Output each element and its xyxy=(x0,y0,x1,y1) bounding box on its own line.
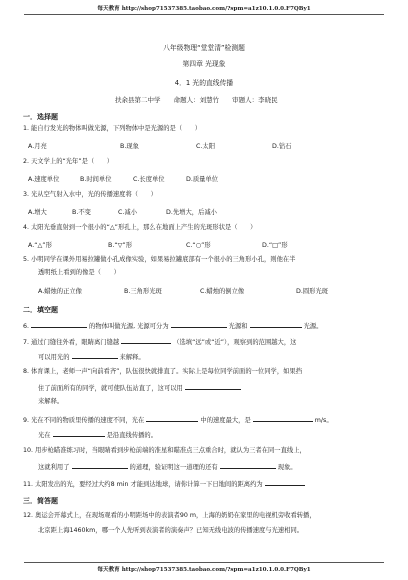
q3-option-b: B.不变 xyxy=(72,209,91,216)
q2-option-b: B.时间单位 xyxy=(80,176,112,183)
author-line xyxy=(115,95,288,104)
question-6: 6. 的物体叫做光源, 光源可分为 光源和 光源。 xyxy=(23,323,323,330)
blank[interactable] xyxy=(31,321,87,328)
header-rule xyxy=(24,14,384,15)
lesson-title: 4．1 光的直线传播 xyxy=(174,79,234,87)
question-5-line-1: 5. 小明同学在课外用易拉罐做小孔成像实验，如果易拉罐底部有一个很小的三角形小孔，则他在半 xyxy=(23,256,296,263)
q4-option-c: C.“○”形 xyxy=(186,242,211,249)
blank[interactable] xyxy=(185,383,241,390)
question-8-line-3: 来解释。 xyxy=(38,398,64,405)
q5-option-b: B.三角形光斑 xyxy=(124,288,162,295)
q1-option-b: B.现象 xyxy=(120,143,139,150)
question-9-line-1: 9. 光在不同的物质里传播的速度不同，光在 中的速度最大，是 m/s。 xyxy=(23,417,333,424)
q2-option-c: C.长度单位 xyxy=(133,176,165,183)
blank[interactable] xyxy=(53,430,105,437)
page-footer: 每天教育 http://shop71537385.taobao.com/?spm=a1z10.1.0.0.F7QBy1 xyxy=(97,567,311,573)
q2-option-a: A.速度单位 xyxy=(28,176,60,183)
q5-option-a: A.蜡烛的正立像 xyxy=(38,288,82,295)
question-10-line-2: 这就利用了 的道理，验证明这一道理的还有 现象。 xyxy=(38,464,297,471)
writer-name: 命题人：刘慧竹 xyxy=(173,96,220,104)
blank[interactable] xyxy=(265,479,305,486)
q4-option-d: D.“□”形 xyxy=(262,242,288,249)
question-8-line-2: 住了前面所有的同学，就可使队伍站直了，这可以用 xyxy=(38,383,241,393)
q1-option-c: C.太阳 xyxy=(196,143,215,150)
question-12-line-2: 北京距上海1460km，哪一个人先听到表演者的演奏声？已知无线电波的传播速度与光速相同。 xyxy=(38,527,304,534)
question-11: 11. 太阳发出的光，要经过大约8 min 才能到达地球，请你计算一下日地间的距离约为 xyxy=(23,479,305,489)
q3-option-a: A.增大 xyxy=(28,209,47,216)
q5-option-d: D.圆形光斑 xyxy=(296,288,329,295)
question-9-line-2: 光在 是沿直线传播的。 xyxy=(38,432,157,439)
q5-option-c: C.蜡烛的倒立像 xyxy=(200,288,245,295)
school-name: 扶余县第二中学 xyxy=(115,96,161,104)
blank[interactable] xyxy=(121,337,171,344)
question-5-line-2: 透明纸上看到的像是（ ） xyxy=(38,269,120,276)
question-2: 2. 天文学上的“光年”是（ ） xyxy=(23,158,114,165)
q1-option-d: D.钻石 xyxy=(272,143,292,150)
reviewer-name: 审题人：李晓民 xyxy=(232,96,278,104)
question-4: 4. 太阳光垂直射到一个很小的“△”形孔上，那么在地面上产生的光斑形状是（ ） xyxy=(23,224,257,231)
q4-option-a: A.“△”形 xyxy=(28,242,52,249)
blank[interactable] xyxy=(72,352,118,359)
blank[interactable] xyxy=(253,415,313,422)
q1-option-a: A.月亮 xyxy=(28,143,47,150)
question-8-line-1: 8. 体育课上，老师一声“向前看齐”，队伍很快就排直了。实际上是每位同学前面的一位同学，如果挡 xyxy=(23,368,303,375)
blank[interactable] xyxy=(220,462,276,469)
blank[interactable] xyxy=(250,321,302,328)
blank[interactable] xyxy=(72,462,128,469)
document-title: 八年级物理“堂堂清”检测题 xyxy=(163,44,245,52)
q3-option-c: C.减小 xyxy=(118,209,137,216)
question-10-line-1: 10. 用步枪瞄准练习时，当眼睛看到步枪前端的准星和瞄准点三点重合时，就认为三者在同一直线上， xyxy=(23,447,306,454)
footer-rule xyxy=(24,562,384,563)
q3-option-d: D.先增大，后减小 xyxy=(166,209,217,216)
question-12-line-1: 12. 奥运会开幕式上，在现场观看的小明距场中的表演者90 m，上海的奶奶在家里的电视机旁收看转播， xyxy=(23,512,316,519)
section-heading-choice: 一．选择题 xyxy=(23,113,58,121)
question-7-line-2: 可以用光的 来解释。 xyxy=(38,354,145,361)
question-7-line-1: 7. 通过门缝往外看，眼睛离门缝越 （选填“远”或“近”），观察到的范围越大，这 xyxy=(23,339,297,346)
q4-option-b: B.“▽”形 xyxy=(108,242,132,249)
page-header: 每天教育 http://shop71537385.taobao.com/?spm=a1z10.1.0.0.F7QBy1 xyxy=(97,6,311,12)
section-heading-fill: 二．填空题 xyxy=(23,306,58,314)
blank[interactable] xyxy=(171,321,227,328)
blank[interactable] xyxy=(146,415,198,422)
question-3: 3. 光从空气射入水中，光的传播速度将（ ） xyxy=(23,191,157,198)
chapter-title: 第四章 光现象 xyxy=(182,60,226,68)
section-heading-short-answer: 三．简答题 xyxy=(23,497,58,505)
question-1: 1. 能自行发光的物体叫做光源，下列物体中是光源的是（ ） xyxy=(23,125,202,132)
q2-option-d: D.质量单位 xyxy=(186,176,219,183)
